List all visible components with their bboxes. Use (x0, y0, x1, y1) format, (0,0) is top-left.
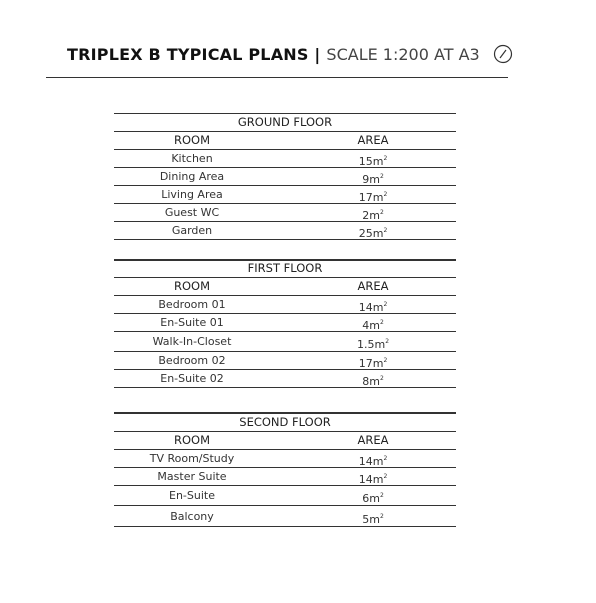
table-header-row (114, 132, 456, 150)
table-row (114, 468, 456, 486)
room-area: $9m^2$ (362, 173, 384, 186)
room-area: $1.5m^2$ (356, 338, 390, 351)
room-name: Bedroom 01 (158, 298, 226, 311)
table-spacer (114, 240, 456, 261)
table-row (114, 486, 456, 506)
room-area: $14m^2$ (358, 301, 388, 314)
table-row (114, 150, 456, 168)
table-row (114, 506, 456, 527)
table-row (114, 314, 456, 332)
room-name: Master Suite (157, 470, 227, 483)
room-area: $25m^2$ (358, 227, 388, 240)
ground-floor-table (114, 113, 456, 261)
north-arrow-icon (493, 44, 513, 64)
room-area: $15m^2$ (358, 155, 388, 168)
table-row (114, 296, 456, 314)
room-name: Balcony (170, 510, 214, 523)
table-row (114, 222, 456, 240)
table-spacer (114, 388, 456, 413)
room-area: $17m^2$ (358, 191, 388, 204)
table-row (114, 186, 456, 204)
room-name: Garden (171, 224, 213, 237)
room-name: TV Room/Study (149, 452, 235, 465)
area-column-header: AREA (357, 133, 389, 147)
room-area: $14m^2$ (358, 455, 388, 468)
table-row (114, 352, 456, 370)
first-floor-table (114, 259, 456, 413)
room-column-header: ROOM (173, 279, 211, 293)
area-column-header: AREA (357, 279, 389, 293)
room-name: Bedroom 02 (158, 354, 226, 367)
room-area: $4m^2$ (362, 319, 384, 332)
scale-label: SCALE 1:200 AT A3 (326, 44, 480, 64)
room-name: Dining Area (159, 170, 225, 183)
room-area: $8m^2$ (362, 375, 384, 388)
table-row (114, 370, 456, 388)
room-area: $17m^2$ (358, 357, 388, 370)
room-name: En-Suite (169, 489, 215, 502)
room-area: $14m^2$ (358, 473, 388, 486)
header-divider (46, 77, 508, 78)
table-title: FIRST FLOOR (114, 259, 456, 278)
room-area: $2m^2$ (362, 209, 384, 222)
room-area: $6m^2$ (362, 492, 384, 505)
room-name: Living Area (161, 188, 223, 201)
page-header (67, 42, 507, 66)
table-title: GROUND FLOOR (114, 113, 456, 132)
table-title: SECOND FLOOR (114, 413, 456, 432)
table-row (114, 168, 456, 186)
table-row (114, 450, 456, 468)
table-header-row (114, 278, 456, 296)
room-name: En-Suite 02 (160, 372, 224, 385)
room-column-header: ROOM (173, 433, 211, 447)
room-name: Walk-In-Closet (152, 335, 232, 348)
table-row (114, 332, 456, 352)
room-name: En-Suite 01 (160, 316, 224, 329)
table-row (114, 204, 456, 222)
page-title: TRIPLEX B TYPICAL PLANS | (67, 44, 321, 64)
area-column-header: AREA (357, 433, 389, 447)
room-column-header: ROOM (173, 133, 211, 147)
second-floor-table (114, 413, 456, 527)
table-header-row (114, 432, 456, 450)
room-area: $5m^2$ (362, 513, 384, 526)
room-name: Guest WC (164, 206, 220, 219)
room-name: Kitchen (171, 152, 213, 165)
